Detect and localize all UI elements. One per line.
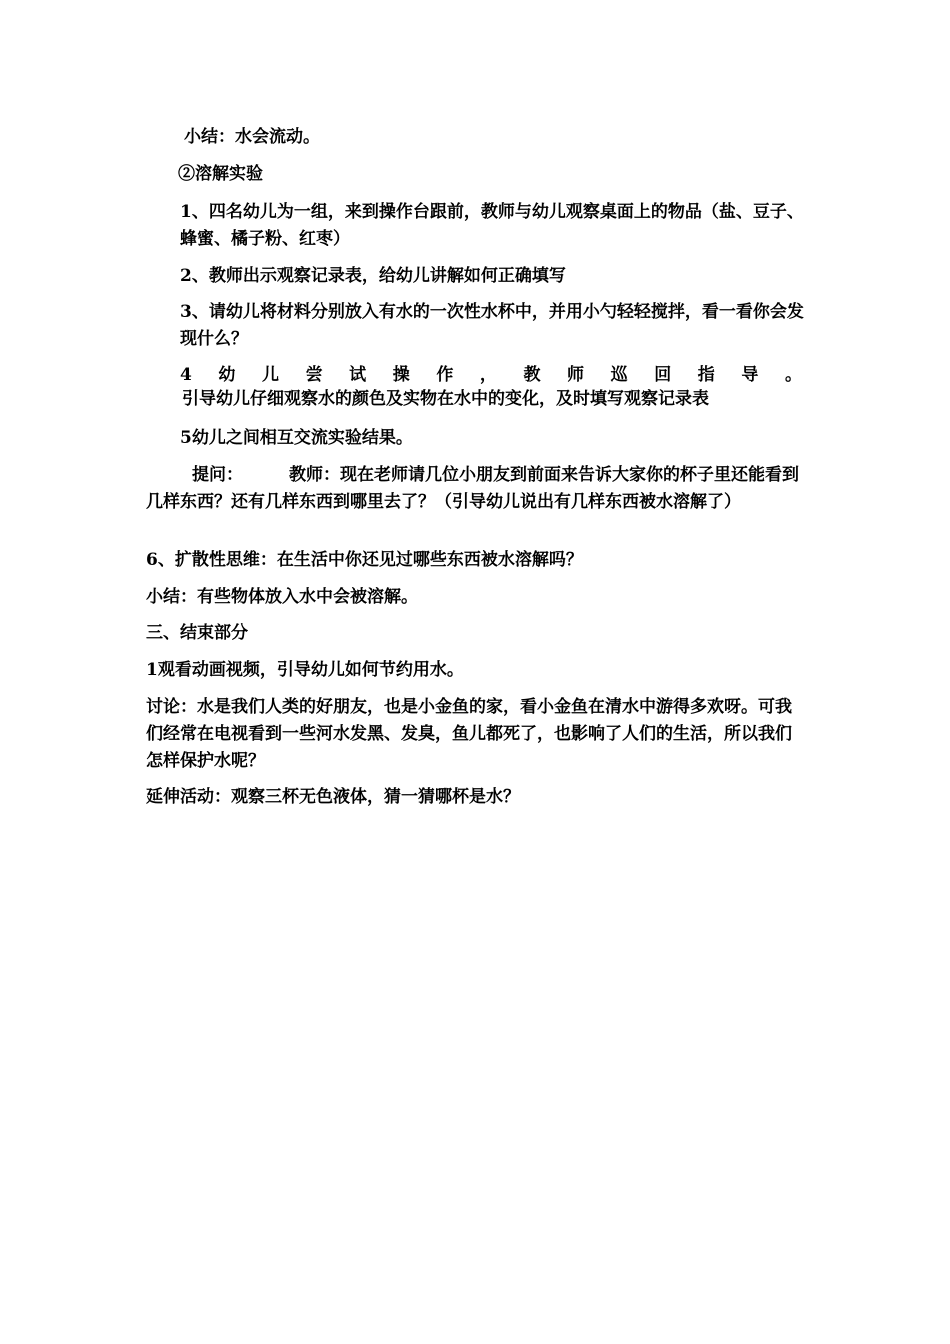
step-5: 5幼儿之间相互交流实验结果。: [180, 428, 413, 448]
question-paragraph: [146, 462, 808, 516]
step-4-char: 导: [741, 365, 759, 385]
step-4-char: 巡: [610, 365, 628, 385]
step-4-char: 儿: [262, 365, 279, 385]
discussion-paragraph: 讨论：水是我们人类的好朋友，也是小金鱼的家，看小金鱼在清水中游得多欢呀。可我们经常在电视看到一些河水发黑、发臭，鱼儿都死了，也影响了人们的生活，所以我们怎样保护水呢？: [146, 697, 792, 771]
section-3-heading: 三、结束部分: [146, 623, 248, 643]
step-4-char: 教: [523, 365, 541, 385]
step-1: 1、四名幼儿为一组，来到操作台跟前，教师与幼儿观察桌面上的物品（盐、豆子、蜂蜜、橘子粉、红枣）: [180, 202, 804, 249]
step-4-char: 作: [436, 365, 454, 385]
step-4-guidance: 引导幼儿仔细观察水的颜色及实物在水中的变化，及时填写观察记录表: [182, 389, 709, 409]
step-4-char: 回: [654, 365, 672, 385]
question-text: 教师：现在老师请几位小朋友到前面来告诉大家你的杯子里还能看到几样东西？还有几样东西到哪里去了？（引导幼儿说出有几样东西被水溶解了）: [146, 465, 799, 512]
step-4-char: 尝: [305, 365, 323, 385]
summary-dissolve: 小结：有些物体放入水中会被溶解。: [146, 587, 418, 607]
dissolve-experiment-heading: ②溶解实验: [178, 164, 263, 184]
step-4-char: 指: [697, 365, 715, 385]
step-4-char: 试: [349, 365, 367, 385]
step-4-char: 幼: [218, 365, 236, 385]
step-4-char: 。: [784, 365, 802, 385]
step-3: 3、请幼儿将材料分别放入有水的一次性水杯中，并用小勺轻轻搅拌，看一看你会发现什么？: [180, 302, 804, 349]
extension-activity: 延伸活动：观察三杯无色液体，猜一猜哪杯是水？: [146, 787, 520, 807]
step-4-spread-line: [180, 362, 802, 389]
step-4-char: 师: [567, 365, 585, 385]
step-6: 6、扩散性思维：在生活中你还见过哪些东西被水溶解吗？: [146, 550, 583, 570]
step-2: 2、教师出示观察记录表，给幼儿讲解如何正确填写: [180, 266, 566, 286]
step-4-char: ，: [479, 365, 497, 385]
question-label: 提问：: [192, 465, 243, 485]
summary-water-flows: 小结：水会流动。: [184, 127, 320, 147]
closing-step-1: 1观看动画视频，引导幼儿如何节约用水。: [146, 660, 464, 680]
step-4-char: 4: [180, 365, 192, 385]
step-4-char: 操: [392, 365, 410, 385]
